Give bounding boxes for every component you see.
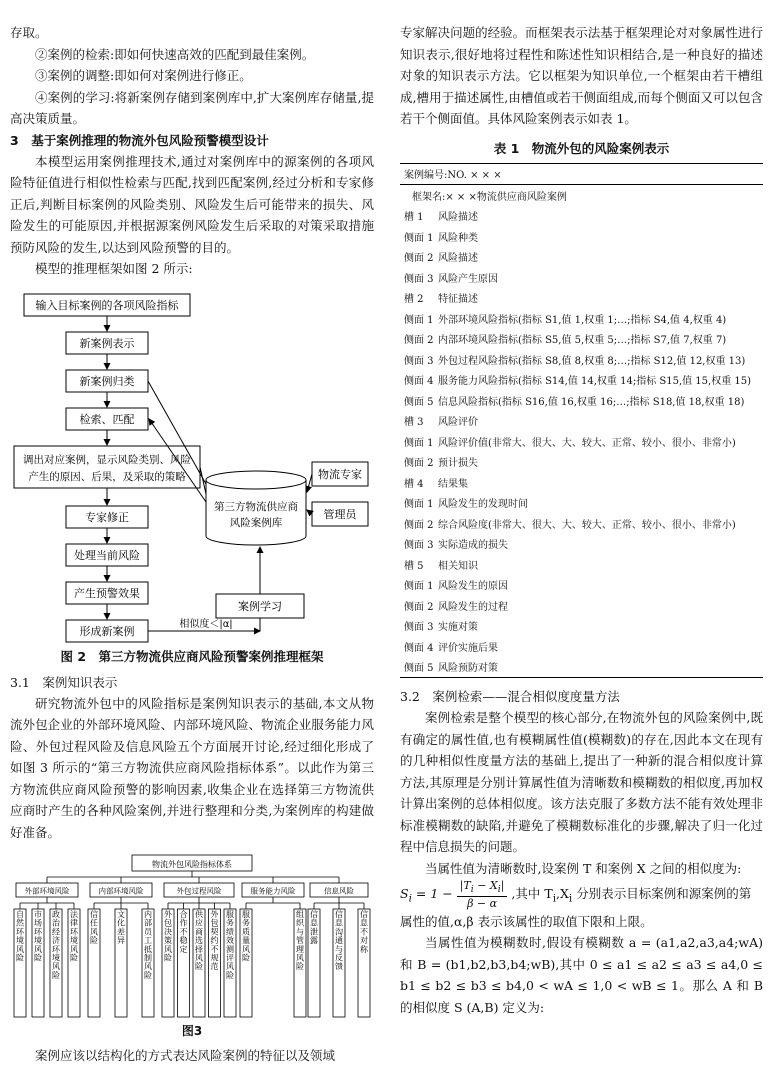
table-row — [400, 616, 763, 637]
tree-leaf: 服务质量风险 — [242, 910, 250, 963]
slot-label: 侧面 2 — [404, 335, 434, 347]
table-row — [400, 308, 763, 329]
slot-value: 风险预防对策 — [438, 663, 498, 675]
table-row — [400, 657, 763, 678]
formula-paragraph: $S_i = 1$ − $\frac{|T_i - X_i|}{\beta - \alpha}$ ,其中 $T_i,X_i$ 分别表示目标案例和源案例的第 — [400, 879, 752, 911]
flow-node: 专家修正 — [85, 510, 129, 524]
database-label: 第三方物流供应商 — [214, 500, 298, 513]
figure-3-tree — [10, 853, 374, 1021]
table-cell — [400, 267, 763, 288]
risk-case-table — [400, 163, 763, 679]
paragraph: 专家解决问题的经验。而框架表示法基于框架理论对对象属性进行知识表示,很好地将过程性和陈述性知识相结合,是一种良好的描述对象的知识表示方法。它以框架为知识单位,一个框架由若干槽组成,槽用于描述属性,由槽值或若干侧面组成,而每个侧面又可以包含若干个侧面值。具体风险案例表示如表 1。 — [400, 25, 763, 126]
slot-label: 侧面 2 — [404, 458, 434, 470]
tree-leaf: 法律环境风险 — [70, 910, 78, 963]
slot-label: 侧面 1 — [404, 232, 434, 244]
table-cell — [400, 390, 763, 411]
table-row — [400, 513, 763, 534]
table-cell — [400, 513, 763, 534]
slot-label: 侧面 3 — [404, 540, 434, 552]
table-cell — [400, 308, 763, 329]
tree-leaf: 供应商选择风险 — [195, 910, 203, 972]
tree-group: 外部环境风险 — [24, 886, 70, 896]
table-cell — [400, 595, 763, 616]
table-cell — [400, 575, 763, 596]
slot-value: 风险种类 — [438, 232, 478, 244]
slot-label: 侧面 3 — [404, 622, 434, 634]
slot-label: 侧面 3 — [404, 355, 434, 367]
paragraph: 案例检索是整个模型的核心部分,在物流外包的风险案例中,既有确定的属性值,也有模糊属性值(模糊数)的存在,因此本文在现有的几种相似性度量方法的基础上,提出了一种新的混合相似度计算方法,其原理是分别计算属性值为清晰数和模糊数的相似度,再加权计算出案例的总体相似度。该方法克服了多数方法不能有效处理非标准模糊数的缺陷,并避免了模糊数标准化的步骤,解决了归一化过程中信息损失的问题。 — [400, 710, 763, 854]
slot-label: 槽 3 — [404, 417, 424, 429]
tree-leaf: 文化差异 — [117, 910, 125, 946]
subsection-heading: 3.2 案例检索——混合相似度度量方法 — [400, 689, 620, 704]
table-row — [400, 329, 763, 350]
side-node: 案例学习 — [238, 599, 282, 613]
side-node: 物流专家 — [318, 467, 362, 481]
edge-label: 相似度＜|α| — [179, 618, 233, 630]
table-row — [400, 595, 763, 616]
left-column — [10, 0, 374, 1067]
tree-leaf: 组织与管理风险 — [296, 910, 304, 972]
section-heading: 3 基于案例推理的物流外包风险预警模型设计 — [10, 132, 269, 148]
table-row — [400, 431, 763, 452]
table-cell — [400, 288, 763, 309]
tree-leaf: 信任风险 — [90, 910, 98, 946]
slot-label: 侧面 3 — [404, 273, 434, 285]
paragraph: 本模型运用案例推理技术,通过对案例库中的源案例的各项风险特征值进行相似性检索与匹配,找到匹配案例,经过分析和专家修正后,判断目标案例的风险类别、风险发生后可能带来的损失、风险发生的可能原因,并根据源案例风险发生后采取的对策采取措施预防风险的发生,以达到风险预警的目的。 — [10, 153, 374, 255]
list-item: ③案例的调整:即如何对案例进行修正。 — [35, 68, 252, 83]
table-row — [400, 226, 763, 247]
slot-value: 风险描述 — [438, 212, 478, 224]
table-row — [400, 247, 763, 268]
table-row — [400, 370, 763, 391]
slot-label: 侧面 2 — [404, 253, 434, 265]
table-header: 案例编号:NO. × × × — [400, 163, 763, 185]
table-row — [400, 452, 763, 473]
slot-value: 风险评价 — [438, 417, 478, 429]
slot-value: 外部环境风险指标(指标 S1,值 1,权重 1;…;指标 S4,值 4,权重 4) — [438, 314, 727, 326]
table-row — [400, 206, 763, 227]
tree-leaf: 信息沟通与反馈 — [335, 910, 343, 972]
slot-label: 槽 2 — [404, 294, 424, 306]
subsection-heading: 3.1 案例知识表示 — [10, 674, 118, 690]
slot-value: 框架名:× × ×物流供应商风险案例 — [412, 191, 567, 203]
flow-node: 处理当前风险 — [74, 548, 140, 562]
slot-label: 侧面 2 — [404, 519, 434, 531]
list-item: ④案例的学习:将新案例存储到案例库中,扩大案例库存储量,提高决策质量。 — [10, 89, 374, 126]
slot-value: 评价实施后果 — [438, 642, 498, 654]
tree-leaf: 合作不稳定 — [179, 910, 188, 954]
tree-leaf: 信息泄露 — [310, 910, 318, 946]
tree-leaf: 外包契约不规范 — [210, 910, 219, 972]
table-row — [400, 288, 763, 309]
slot-label: 槽 5 — [404, 560, 424, 572]
table-cell — [400, 493, 763, 514]
slot-value: 预计损失 — [438, 458, 478, 470]
tree-leaf: 外包决策风险 — [164, 910, 172, 963]
table-cell — [400, 472, 763, 493]
tree-leaf: 政治经济环境风险 — [52, 910, 60, 980]
flow-node: 检索、匹配 — [79, 412, 135, 426]
table-cell — [400, 185, 763, 206]
slot-label: 侧面 1 — [404, 499, 434, 511]
table-row — [400, 472, 763, 493]
table-cell — [400, 247, 763, 268]
flow-node: 新案例归类 — [79, 374, 135, 388]
slot-value: 风险发生的过程 — [438, 601, 508, 613]
table-row — [400, 349, 763, 370]
flow-node: 产生预警效果 — [74, 586, 140, 600]
paragraph: 当属性值为模糊数时,假设有模糊数 a = (a1,a2,a3,a4;wA) 和 B = (b1,b2,b3,b4;wB),其中 0 ≤ a1 ≤ a2 ≤ a3 ≤ a4,0 ≤ b1 ≤ b2 ≤ b3 ≤ b4,0 < wA ≤ 1,0 < wB ≤ 1。那么 A 和 B 的相似度 S (A,B) 定义为: — [400, 935, 763, 1015]
tree-group: 信息风险 — [324, 886, 354, 896]
paragraph: 研究物流外包中的风险指标是案例知识表示的基础,本文从物流外包企业的外部环境风险、内部环境风险、物流企业服务能力风险、外包过程风险及信息风险五个方面展开讨论,经过细化形成了如图 3 所示的“第三方物流供应商风险指标体系”。以此作为第三方物流供应商风险预警的影响因素,收集企业在选择第三方物流供应商时产生的各种风险案例,并进行整理和分类,为案例库的构建做好准备。 — [10, 695, 374, 840]
flow-node: 调出对应案例，显示风险类别、风险 — [23, 453, 191, 466]
flow-node: 输入目标案例的各项风险指标 — [35, 298, 179, 312]
slot-value: 综合风险度(非常大、很大、大、较大、正常、较小、很小、非常小) — [438, 519, 736, 531]
slot-value: 风险描述 — [438, 253, 478, 265]
slot-label: 槽 1 — [404, 212, 424, 224]
tree-root: 物流外包风险指标体系 — [152, 860, 232, 869]
right-column — [400, 0, 763, 1018]
slot-label: 侧面 4 — [404, 376, 434, 388]
slot-value: 外包过程风险指标(指标 S8,值 8,权重 8;…;指标 S12,值 12,权重 13) — [438, 355, 746, 367]
slot-value: 结果集 — [438, 478, 468, 490]
table-row — [400, 575, 763, 596]
tree-leaf: 信息不对称 — [360, 910, 368, 954]
flow-node: 形成新案例 — [79, 624, 135, 638]
table-cell — [400, 226, 763, 247]
side-node: 管理员 — [323, 507, 357, 521]
figure-caption: 图3 — [181, 1024, 203, 1038]
table-cell — [400, 329, 763, 350]
slot-label: 槽 4 — [404, 478, 424, 490]
slot-label: 侧面 4 — [404, 642, 434, 654]
list-item: ②案例的检索:即如何快速高效的匹配到最佳案例。 — [35, 46, 315, 62]
slot-value: 风险发生的发现时间 — [438, 499, 528, 511]
paragraph: 属性的值,α,β 表示该属性的取值下限和上限。 — [400, 913, 653, 929]
table-cell — [400, 657, 763, 678]
table-cell — [400, 206, 763, 227]
tree-group: 服务能力风险 — [250, 886, 296, 896]
table-row — [400, 554, 763, 575]
tree-leaf: 内部员工抵制风险 — [144, 910, 152, 980]
table-caption: 表 1 物流外包的风险案例表示 — [493, 140, 670, 156]
slot-label: 侧面 5 — [404, 396, 434, 408]
paragraph: 存取。 — [10, 25, 48, 40]
formula: $S_i = 1$ − $\frac{|T_i - X_i|}{\beta - \alpha}$ — [400, 886, 511, 901]
tree-leaf: 服务绩效测评风险 — [226, 910, 234, 980]
table-cell — [400, 370, 763, 391]
slot-value: 风险发生的原因 — [438, 581, 508, 593]
tree-leaf: 市场环境风险 — [34, 910, 42, 963]
slot-value: 特征描述 — [438, 294, 478, 306]
paragraph: 当属性值为清晰数时,设案例 T 和案例 X 之间的相似度为: — [425, 860, 742, 876]
slot-label: 侧面 5 — [404, 663, 434, 675]
table-cell — [400, 554, 763, 575]
table-cell — [400, 349, 763, 370]
flow-node: 新案例表示 — [79, 336, 135, 350]
slot-label: 侧面 1 — [404, 581, 434, 593]
slot-value: 实施对策 — [438, 622, 478, 634]
table-cell — [400, 431, 763, 452]
slot-value: 内部环境风险指标(指标 S5,值 5,权重 5;…;指标 S7,值 7,权重 7) — [438, 335, 727, 347]
tree-group: 内部环境风险 — [98, 886, 144, 896]
table-cell — [400, 616, 763, 637]
slot-value: 相关知识 — [438, 560, 478, 572]
tree-leaf: 自然环境风险 — [16, 910, 24, 963]
flow-node: 产生的原因、后果，及采取的策略 — [28, 470, 186, 483]
slot-label: 侧面 1 — [404, 314, 434, 326]
table-row — [400, 185, 763, 206]
table-cell — [400, 452, 763, 473]
slot-value: 服务能力风险指标(指标 S14,值 14,权重 14;指标 S15,值 15,权重 15) — [438, 376, 752, 388]
table-row — [400, 493, 763, 514]
table-row — [400, 267, 763, 288]
database-label: 风险案例库 — [229, 516, 283, 529]
paragraph: 模型的推理框架如图 2 所示: — [35, 261, 193, 276]
slot-label: 侧面 2 — [404, 601, 434, 613]
table-row — [400, 534, 763, 555]
table-row — [400, 636, 763, 657]
slot-value: 信息风险指标(指标 S16,值 16,权重 16;…;指标 S18,值 18,权重 18) — [438, 396, 745, 408]
slot-value: 风险评价值(非常大、很大、大、较大、正常、较小、很小、非常小) — [438, 437, 736, 449]
slot-value: 实际造成的损失 — [438, 540, 508, 552]
figure-caption: 图 2 第三方物流供应商风险预警案例推理框架 — [60, 648, 324, 664]
table-row — [400, 390, 763, 411]
table-cell — [400, 411, 763, 432]
tree-group: 外包过程风险 — [176, 886, 222, 896]
table-cell — [400, 636, 763, 657]
slot-label: 侧面 1 — [404, 437, 434, 449]
table-cell — [400, 534, 763, 555]
slot-value: 风险产生原因 — [438, 273, 498, 285]
figure-2-flowchart — [10, 284, 374, 644]
paragraph: 案例应该以结构化的方式表达风险案例的特征以及领域 — [35, 1048, 336, 1063]
table-row — [400, 411, 763, 432]
